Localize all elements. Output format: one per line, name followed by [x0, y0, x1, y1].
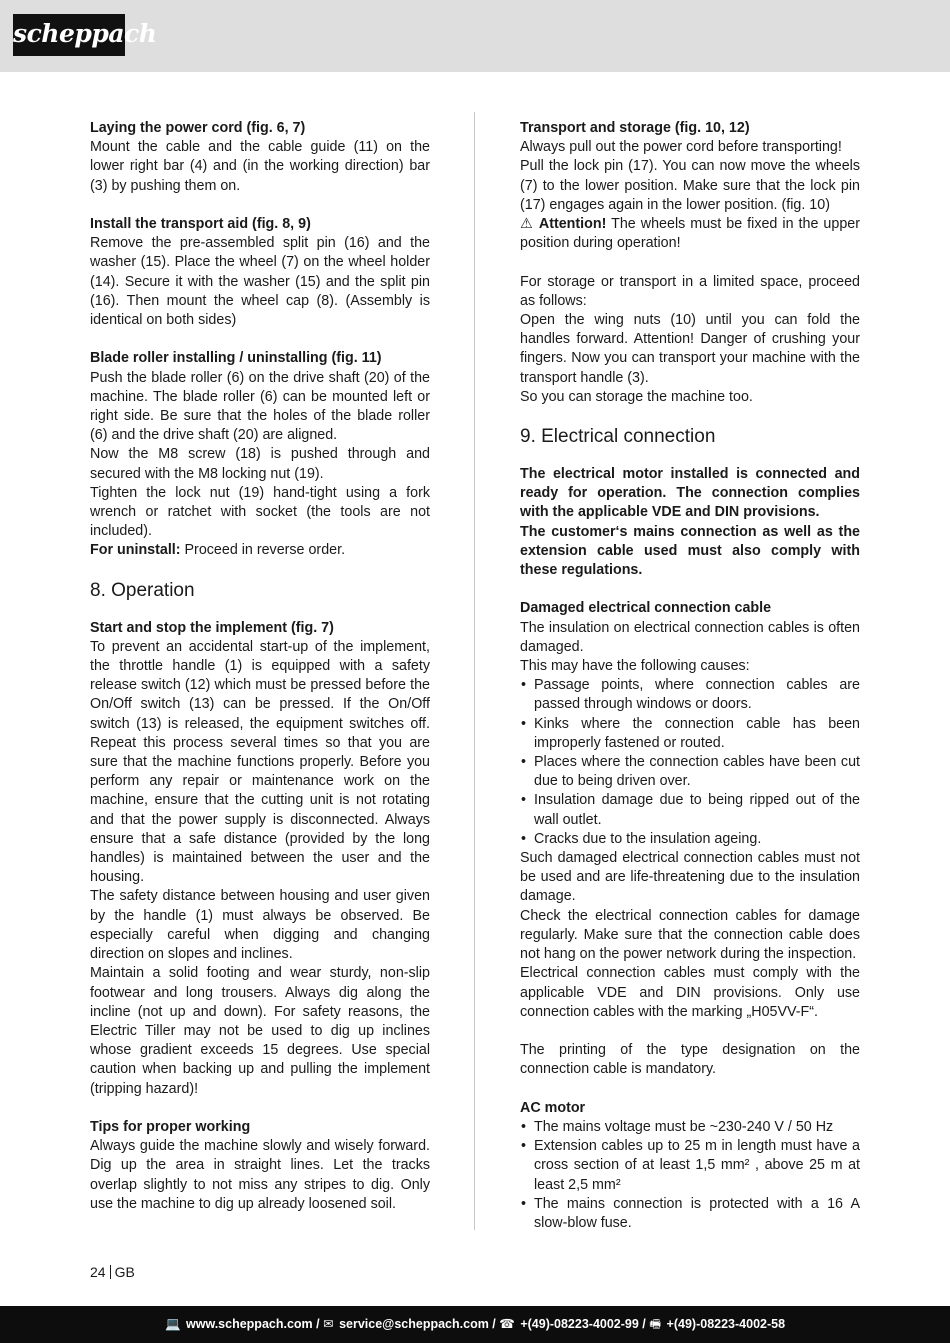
- uninstall-text: Proceed in reverse order.: [180, 542, 346, 559]
- warning-icon: ⚠: [520, 216, 534, 233]
- heading-operation: 8. Operation: [90, 579, 195, 601]
- list-item: • Places where the connection cables have been cut due to being driven over.: [520, 753, 860, 791]
- mail-icon: ✉: [323, 1317, 334, 1331]
- paragraph: The safety distance between housing and user given by the handle (1) must always be observed. Be especially careful when digging and changing direction on slopes and inclines.: [90, 888, 430, 963]
- bold-paragraph: The customer‘s mains connection as well as the extension cable used must also comply with these regulations.: [520, 523, 860, 579]
- paragraph: Such damaged electrical connection cables must not be used and are life-threatening due to the insulation damage.: [520, 850, 860, 905]
- paragraph: Open the wing nuts (10) until you can fold the handles forward. Attention! Danger of crushing your fingers. Now you can transport your machine with the transport handle (3).: [520, 312, 860, 386]
- paragraph: So you can storage the machine too.: [520, 388, 753, 405]
- paragraph: For storage or transport in a limited space, proceed as follows:: [520, 273, 860, 309]
- page-number: [90, 1264, 135, 1280]
- uninstall-note: [90, 541, 430, 560]
- paragraph: The printing of the type designation on the connection cable is mandatory.: [520, 1042, 860, 1078]
- section-title-ac-motor: AC motor: [520, 1099, 586, 1116]
- section-title-tips: Tips for proper working: [90, 1118, 251, 1135]
- phone-icon: ☎: [499, 1317, 515, 1331]
- attention-label: Attention!: [538, 216, 607, 233]
- paragraph: Always guide the machine slowly and wisely forward. Dig up the area in straight lines. Let the tracks overlap slightly to not miss any stripes to dig. Only use the machine to dig up already loosened soil.: [90, 1138, 430, 1212]
- footer-fax: +(49)-08223-4002-58: [666, 1317, 786, 1331]
- paragraph: Always pull out the power cord before transporting!: [520, 139, 842, 156]
- paragraph: This may have the following causes:: [520, 658, 750, 675]
- page-header: [0, 0, 950, 72]
- section-title-laying-power-cord: Laying the power cord (fig. 6, 7): [90, 120, 306, 136]
- page-language: GB: [114, 1264, 135, 1280]
- column-divider: [474, 112, 475, 1230]
- paragraph: Check the electrical connection cables for damage regularly. Make sure that the connection cable does not hang on the power network during the inspection.: [520, 907, 860, 963]
- paragraph: Mount the cable and the cable guide (11) on the lower right bar (4) and (in the working direction) bar (3) by pushing them on.: [90, 139, 430, 194]
- page-number-separator: [110, 1265, 111, 1279]
- attention-note: [520, 215, 860, 253]
- section-title-transport-aid: Install the transport aid (fig. 8, 9): [90, 216, 311, 232]
- list-item: • The mains connection is protected with a 16 A slow-blow fuse.: [520, 1195, 860, 1233]
- heading-electrical-connection: 9. Electrical connection: [520, 426, 716, 448]
- fax-icon: 🖷: [649, 1317, 662, 1331]
- list-item: • Kinks where the connection cable has been improperly fastened or routed.: [520, 715, 860, 753]
- bold-paragraph: The electrical motor installed is connected and ready for operation. The connection complies with the applicable VDE and DIN provisions.: [520, 466, 860, 521]
- uninstall-label: For uninstall:: [90, 542, 181, 559]
- footer-website[interactable]: www.scheppach.com /: [186, 1317, 320, 1331]
- list-item: • Cracks due to the insulation ageing.: [520, 830, 860, 849]
- paragraph: Push the blade roller (6) on the drive shaft (20) of the machine. The blade roller (6) can be mounted left or right side. Be sure that the holes of the blade roller (6) and the drive shaft (20) are aligned.: [90, 369, 430, 444]
- paragraph: The insulation on electrical connection cables is often damaged.: [520, 619, 860, 655]
- damage-causes-list: [520, 676, 860, 849]
- list-item: • The mains voltage must be ~230-240 V / 50 Hz: [520, 1118, 860, 1137]
- scheppach-logo: scheppach: [13, 14, 125, 56]
- page-footer: [0, 1306, 950, 1343]
- list-item: • Insulation damage due to being ripped out of the wall outlet.: [520, 791, 860, 829]
- list-item: • Extension cables up to 25 m in length must have a cross section of at least 1,5 mm² , above 25 m at least 2,5 mm²: [520, 1137, 860, 1195]
- paragraph: Tighten the lock nut (19) hand-tight using a fork wrench or ratchet with socket (the tools are not included).: [90, 484, 430, 540]
- section-title-transport-storage: Transport and storage (fig. 10, 12): [520, 120, 750, 136]
- paragraph: Electrical connection cables must comply with the applicable VDE and DIN provisions. Only use connection cables with the marking „H05VV-F“.: [520, 965, 860, 1020]
- ac-motor-list: [520, 1118, 860, 1233]
- paragraph: Remove the pre-assembled split pin (16) and the washer (15). Place the wheel (7) on the wheel holder (14). Secure it with the washer (15) and the split pin (16). Then mount the wheel cap (8). (Assembly is identical on both sides): [90, 235, 430, 329]
- attention-text: The wheels must be fixed in the upper position during operation!: [520, 216, 860, 252]
- section-title-damaged-cable: Damaged electrical connection cable: [520, 600, 772, 617]
- footer-phone: +(49)-08223-4002-99 /: [520, 1317, 646, 1331]
- left-column: [90, 119, 430, 1214]
- computer-icon: 💻: [164, 1317, 181, 1331]
- paragraph: Pull the lock pin (17). You can now move the wheels (7) to the lower position. Make sure that the lock pin (17) engages again in the lower position. (fig. 10): [520, 158, 860, 213]
- list-item: • Passage points, where connection cables are passed through windows or doors.: [520, 676, 860, 714]
- section-title-start-stop: Start and stop the implement (fig. 7): [90, 619, 334, 636]
- page-number-value: 24: [90, 1264, 106, 1280]
- paragraph: To prevent an accidental start-up of the implement, the throttle handle (1) is equipped with a safety release switch (12) which must be pressed before the On/Off switch (13) can be pressed. If the On/Off switch (13) is released, the equipment switches off. Repeat this process several times so that you are sure that the machine functions properly. Before you perform any repair or maintenance work on the machine, ensure that the cutting unit is not rotating and that the power supply is disconnected. Always ensure that a safe distance (provided by the long handles) is maintained between the user and the housing.: [90, 638, 430, 886]
- paragraph: Maintain a solid footing and wear sturdy, non-slip footwear and long trousers. Always dig along the incline (not up and down). For safety reasons, the Electric Tiller may not be used to dig up inclines whose gradient exceeds 15 degrees. Use special caution when backing up and pulling the implement (tripping hazard)!: [90, 965, 430, 1097]
- section-title-blade-roller: Blade roller installing / uninstalling (fig. 11): [90, 350, 382, 367]
- paragraph: Now the M8 screw (18) is pushed through and secured with the M8 locking nut (19).: [90, 446, 430, 482]
- footer-email[interactable]: service@scheppach.com /: [339, 1317, 496, 1331]
- right-column: [520, 119, 860, 1233]
